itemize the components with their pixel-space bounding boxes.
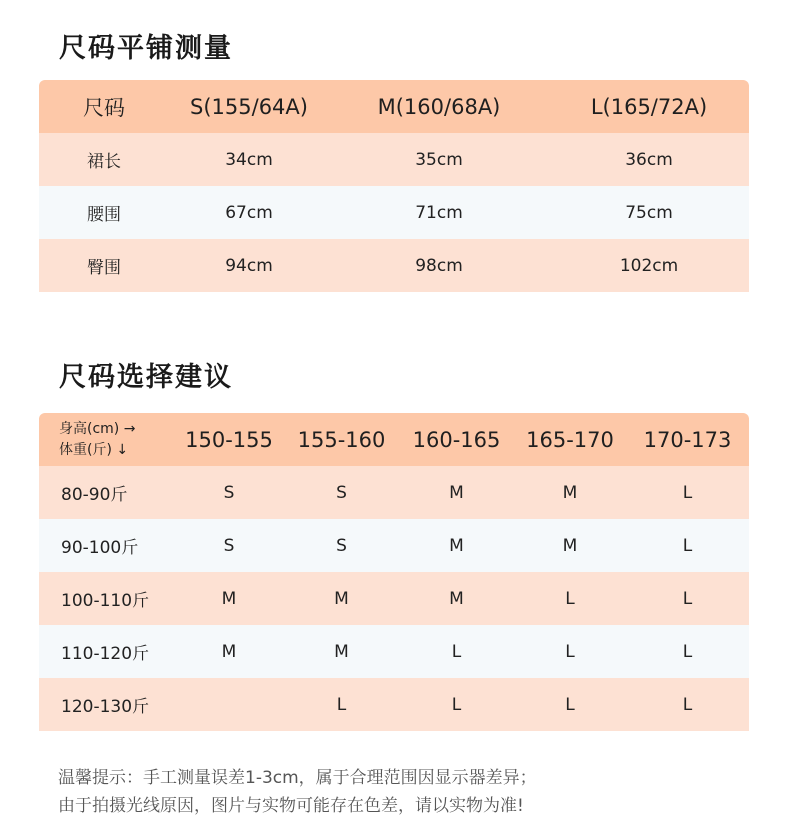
cell: 98cm: [415, 255, 463, 276]
cell: L: [682, 482, 693, 503]
header-height: 155-160: [297, 427, 386, 452]
cell: S: [336, 482, 347, 503]
cell: L: [682, 535, 693, 556]
cell: 75cm: [625, 202, 673, 223]
cell: S: [223, 535, 235, 556]
cell: M: [449, 588, 464, 609]
weight-label: 110-120斤: [61, 644, 150, 664]
tip-note-line1: 温馨提示：手工测量误差1-3cm，属于合理范围因显示器差异；: [58, 768, 537, 788]
cell: 67cm: [225, 202, 273, 223]
cell: L: [682, 641, 693, 662]
row-label: 臀围: [87, 258, 121, 278]
cell: L: [336, 694, 347, 715]
cell: S: [336, 535, 347, 556]
table-row: [39, 519, 749, 572]
header-s: S(155/64A): [190, 94, 308, 119]
cell: 35cm: [415, 149, 463, 170]
size-advice-title: 尺码选择建议: [59, 362, 233, 393]
table-row: [39, 572, 749, 625]
weight-axis-label: 体重(斤) ↓: [59, 441, 129, 458]
cell: M: [334, 588, 349, 609]
weight-label: 80-90斤: [61, 485, 128, 505]
measurement-table: [39, 80, 749, 292]
table-row: [39, 239, 749, 292]
header-m: M(160/68A): [377, 94, 501, 119]
cell: 102cm: [619, 255, 679, 276]
row-label: 裙长: [87, 152, 121, 172]
cell: 34cm: [225, 149, 273, 170]
header-l: L(165/72A): [590, 94, 708, 119]
measurement-title: 尺码平铺测量: [59, 33, 233, 64]
weight-label: 90-100斤: [61, 538, 139, 558]
cell: [174, 678, 284, 731]
header-height: 165-170: [526, 427, 614, 452]
cell: M: [449, 535, 464, 556]
cell: S: [223, 482, 235, 503]
cell: L: [565, 641, 575, 662]
table-row: [39, 466, 749, 519]
cell: L: [682, 694, 693, 715]
advice-header-row: [39, 413, 749, 466]
row-label: 腰围: [87, 205, 121, 225]
cell: M: [562, 482, 578, 503]
cell: L: [565, 694, 575, 715]
header-height: 150-155: [185, 427, 273, 452]
height-axis-label: 身高(cm) →: [59, 420, 136, 437]
table-row: [39, 133, 749, 186]
cell: L: [682, 588, 693, 609]
table-row: [39, 678, 749, 731]
measurement-header-row: [39, 80, 749, 133]
header-height: 160-165: [412, 427, 501, 452]
cell: M: [562, 535, 578, 556]
table-row: [39, 625, 749, 678]
tip-note-line2: 由于拍摄光线原因，图片与实物可能存在色差，请以实物为准!: [58, 796, 524, 816]
header-height: 170-173: [643, 427, 732, 452]
table-row: [39, 186, 749, 239]
cell: 36cm: [625, 149, 673, 170]
cell: M: [221, 588, 237, 609]
cell: 71cm: [415, 202, 463, 223]
cell: 94cm: [225, 255, 273, 276]
weight-label: 120-130斤: [61, 697, 150, 717]
cell: M: [334, 641, 349, 662]
size-advice-table: [39, 413, 749, 731]
cell: L: [565, 588, 575, 609]
cell: L: [451, 641, 462, 662]
header-size: 尺码: [83, 95, 125, 120]
weight-label: 100-110斤: [61, 591, 150, 611]
cell: M: [449, 482, 464, 503]
cell: M: [221, 641, 237, 662]
cell: L: [451, 694, 462, 715]
header-corner: [39, 413, 174, 466]
